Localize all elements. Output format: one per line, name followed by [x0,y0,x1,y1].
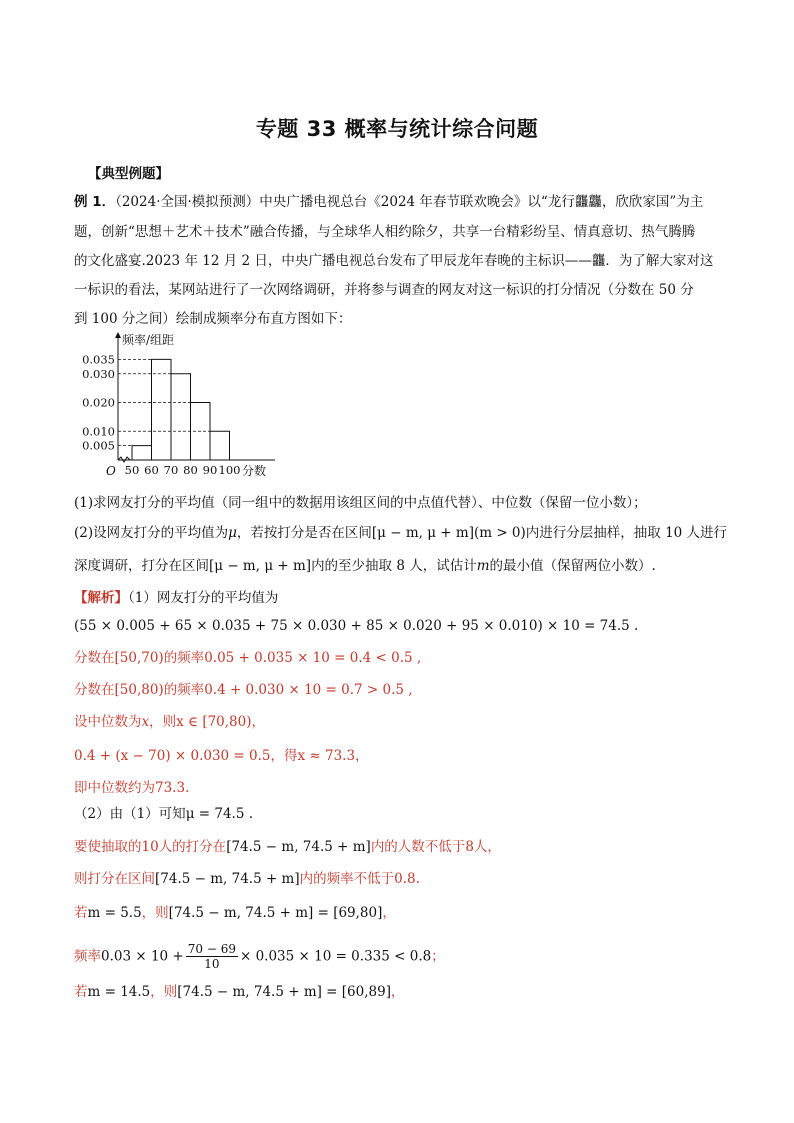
page-title: 专题 33 概率与统计综合问题 [255,117,539,141]
solution-line-6 [74,750,369,764]
solution-line-10 [74,873,420,887]
s9f: 8 [465,839,474,855]
y-tick-label: 0.005 [82,438,115,453]
s8b: μ = 74.5 . [185,806,253,822]
solution-line-8 [74,808,253,822]
s10d: 0.8 [394,871,416,887]
s7b: 73.3 [155,780,186,796]
origin-label: O [106,464,116,478]
s9c: 人的打分在 [158,839,227,855]
s11a: 若 [74,905,88,921]
s12a: 频率 [74,948,101,965]
s6c: x ≈ 73.3 [297,748,356,764]
s13c: ，则 [150,984,178,1000]
y-tick-label: 0.035 [82,352,115,367]
example-text-1: （2024·全国·模拟预测）中央广播电视总台《2024 年春节联欢晚会》以“龙行龘龘，欣欣家国”为主 [115,194,704,210]
s3a: 分数在 [74,650,115,666]
s3d: 0.05 + 0.035 × 10 = 0.4 < 0.5 , [204,650,422,666]
solution-line-4 [74,684,413,698]
q2-text-a: (2)设网友打分的平均值为 [74,525,229,541]
s12c: × 0.035 × 10 = 0.335 < 0.8 [239,948,432,965]
solution-line-12 [74,942,445,972]
example-line-2: 题，创新“思想＋艺术＋技术”融合传播，与全球华人相约除夕，共享一台精彩纷呈、情真意切、热气腾腾 [74,224,696,240]
q2-interval: [μ − m, μ + m] [371,525,474,541]
s11b: m = 5.5 [87,905,142,921]
s10c: 内的频率不低于 [299,871,395,887]
s5b: x [141,714,150,730]
solution-l1: （1）网友打分的平均值为 [128,590,279,606]
s10a: 则打分在区间 [74,871,155,887]
q2-line2-c: 的最小值（保留两位小数）. [489,558,656,574]
solution-line-13 [74,986,404,1000]
s11e: ， [382,905,396,921]
s11c: ，则 [141,905,169,921]
s5e: ， [251,714,265,730]
question-2-line-2 [74,560,656,574]
s9e: 内的人数不低于 [370,839,466,855]
histogram-bar [152,359,172,460]
histogram-bar [132,446,152,460]
y-axis-title: 频率/组距 [122,333,175,347]
s10b: [74.5 − m, 74.5 + m] [155,871,300,887]
s5c: ，则 [149,714,177,730]
example-line-3: 的文化盛宴.2023 年 12 月 2 日，中央广播电视总台发布了甲辰龙年春晚的主标识——龘．为了解大家对这 [74,253,714,269]
s9b: 10 [141,839,159,855]
s7a: 即中位数约为 [74,780,155,796]
x-tick-label: 90 [202,463,218,477]
s13d: [74.5 − m, 74.5 + m] = [60,89] [177,984,391,1000]
y-tick-label: 0.020 [82,395,115,410]
q2-condition: (m > 0) [473,525,526,541]
y-tick-label: 0.030 [82,366,115,381]
x-axis-title: 分数 [242,464,267,478]
solution-line-7 [74,782,189,796]
question-2-line-1 [74,527,727,541]
histogram-bar [171,374,191,460]
solution-line-11 [74,907,396,921]
x-tick-label: 80 [183,463,198,477]
example-label: 例 1． [74,194,116,210]
s4c: 的频率 [163,682,205,698]
s4b: [50,80) [114,682,164,698]
s3b: [50,70) [114,650,164,666]
s8a: （2）由（1）可知 [74,806,186,822]
s5d: x ∈ [70,80) [176,714,252,730]
histogram-bar [210,431,230,460]
frac-den: 10 [204,957,220,972]
section-label: 【典型例题】 [88,166,169,182]
s13a: 若 [74,984,88,1000]
solution-line-9 [74,841,501,855]
example-line-1 [74,196,703,210]
x-tick-label: 100 [218,463,241,477]
question-1: (1)求网友打分的平均值（同一组中的数据用该组区间的中点值代替）、中位数（保留一位小数）； [74,495,647,511]
solution-line-2: (55 × 0.005 + 65 × 0.035 + 75 × 0.030 + 85 × 0.020 + 95 × 0.010) × 10 = 74.5 . [74,618,639,634]
s9g: 人， [473,839,501,855]
s5a: 设中位数为 [74,714,142,730]
example-line-4: 一标识的看法，某网站进行了一次网络调研，并将参与调查的网友对这一标识的打分情况（分数在 50 分 [74,282,694,298]
s7c: . [185,780,190,796]
q2-line2-a: 深度调研，打分在区间 [74,558,209,574]
s3c: 的频率 [163,650,205,666]
q2-text-c: 内进行分层抽样，抽取 10 人进行 [525,525,728,541]
s4a: 分数在 [74,682,115,698]
solution-line-5 [74,716,265,730]
y-tick-label: 0.010 [82,424,115,439]
s6a: 0.4 + (x − 70) × 0.030 = 0.5 [74,748,271,764]
x-tick-label: 60 [144,463,159,477]
frac-num: 70 − 69 [187,942,236,956]
s12d: ； [431,948,445,965]
q2-mu: μ [228,525,237,541]
x-tick-label: 50 [124,463,140,477]
frequency-histogram [70,330,290,485]
q2-line2-b: 内的至少抽取 8 人，试估计 [311,558,477,574]
x-tick-label: 70 [163,463,179,477]
solution-line-3 [74,652,421,666]
q2-text-b: ，若按打分是否在区间 [236,525,372,541]
q2-line2-m: m [476,558,490,574]
solution-line-1 [74,592,278,606]
fraction [186,942,238,972]
s10e: . [415,871,420,887]
s6b: ，得 [270,748,298,764]
q2-line2-interval: [μ − m, μ + m] [209,558,312,574]
s9d: [74.5 − m, 74.5 + m] [226,839,371,855]
s11d: [74.5 − m, 74.5 + m] = [69,80] [168,905,383,921]
s13e: ， [390,984,405,1000]
s9a: 要使抽取的 [74,839,142,855]
s12b: 0.03 × 10 + [101,948,184,965]
example-line-5: 到 100 分之间）绘制成频率分布直方图如下： [74,311,352,327]
s4d: 0.4 + 0.030 × 10 = 0.7 > 0.5 , [204,682,413,698]
s6d: ， [355,748,369,764]
s13b: m = 14.5 [87,984,151,1000]
y-axis-arrow [115,332,121,338]
solution-head: 【解析】 [74,590,128,606]
